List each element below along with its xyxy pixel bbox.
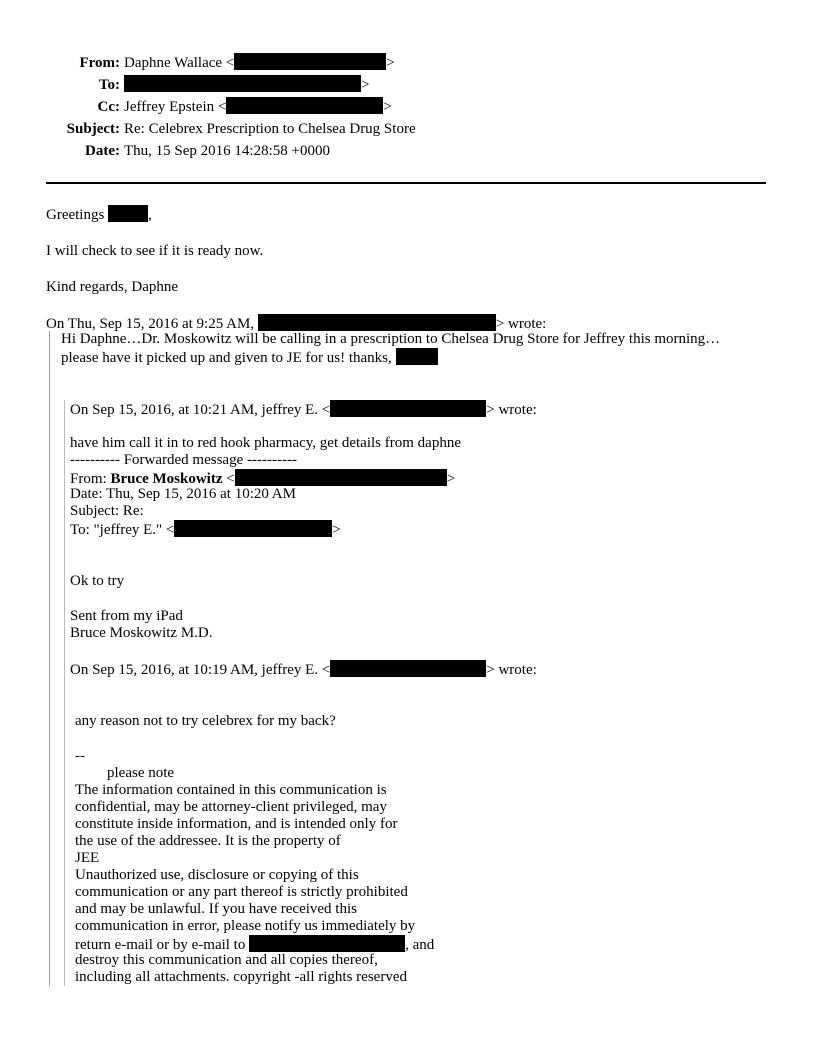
to-label: To:	[98, 77, 120, 93]
quote1-line2: please have it picked up and given to JE for us! thanks,	[61, 348, 776, 365]
quote1-line1: Hi Daphne…Dr. Moskowitz will be calling in a prescription to Chelsea Drug Store for Jeffrey this morning…	[61, 331, 721, 347]
disclaimer-line: confidential, may be attorney-client privileged, may	[75, 799, 387, 815]
quoted-message-2	[64, 400, 776, 986]
cc-label: Cc:	[97, 99, 120, 115]
cc-name: Jeffrey Epstein <	[124, 99, 227, 115]
header-to-row: To: >	[40, 74, 440, 96]
redaction-box	[124, 75, 361, 92]
fwd-subject-line: Subject: Re:	[70, 503, 144, 519]
disclaimer-line: destroy this communication and all copies thereof,	[75, 952, 378, 968]
disclaimer-line: and may be unlawful. If you have received this	[75, 901, 357, 917]
redaction-box	[330, 400, 486, 417]
header-from-row: From: Daphne Wallace < >	[40, 52, 440, 74]
header-divider	[46, 182, 766, 184]
subject-label: Subject:	[66, 121, 120, 137]
reply-line: I will check to see if it is ready now.	[46, 243, 264, 259]
fwd-from-line: From: Bruce Moskowitz < >	[70, 471, 456, 487]
redaction-box	[234, 53, 386, 70]
subject-value: Re: Celebrex Prescription to Chelsea Drug Store	[124, 121, 416, 137]
disclaimer	[75, 782, 776, 986]
redaction-box	[330, 660, 486, 677]
quoted-message-3	[66, 713, 776, 986]
greeting-line: Greetings ,	[46, 207, 152, 223]
quote3-attribution: On Sep 15, 2016, at 10:19 AM, jeffrey E. < > wrote:	[70, 662, 537, 678]
redaction-box	[174, 520, 332, 537]
quote2-line1: have him call it in to red hook pharmacy, get details from daphne	[70, 435, 461, 451]
redaction-box	[249, 935, 405, 952]
disclaimer-line: communication or any part thereof is strictly prohibited	[75, 884, 408, 900]
disclaimer-line: communication in error, please notify us immediately by	[75, 918, 416, 934]
date-value: Thu, 15 Sep 2016 14:28:58 +0000	[124, 143, 330, 159]
question-line: any reason not to try celebrex for my back?	[75, 713, 336, 729]
signature-name: Bruce Moskowitz M.D.	[70, 625, 213, 641]
quoted-message-1	[49, 331, 776, 986]
date-label: Date:	[85, 143, 120, 159]
redaction-box	[235, 469, 447, 486]
header-date-row	[40, 140, 440, 162]
from-name: Daphne Wallace <	[124, 55, 235, 71]
ok-line: Ok to try	[70, 573, 125, 589]
sent-from-line: Sent from my iPad	[70, 608, 183, 624]
disclaimer-line: The information contained in this communication is	[75, 782, 387, 798]
signature-dash: --	[75, 748, 85, 764]
quote1-attribution: On Thu, Sep 15, 2016 at 9:25 AM, > wrote:	[46, 316, 547, 332]
signoff-line: Kind regards, Daphne	[46, 279, 179, 295]
please-note: please note	[107, 765, 175, 781]
disclaimer-line: JEE	[75, 850, 100, 866]
header-subject-row	[40, 118, 440, 140]
disclaimer-email-line: return e-mail or by e-mail to , and	[75, 937, 435, 953]
redaction-box	[396, 348, 438, 365]
redaction-box	[226, 97, 383, 114]
disclaimer-line: including all attachments. copyright -all rights reserved	[75, 969, 407, 985]
fwd-date-line: Date: Thu, Sep 15, 2016 at 10:20 AM	[70, 486, 296, 502]
redaction-box	[258, 314, 496, 331]
from-label: From:	[79, 55, 120, 71]
redaction-box	[108, 205, 148, 222]
disclaimer-line: constitute inside information, and is intended only for	[75, 816, 398, 832]
email-body	[46, 205, 776, 986]
header-cc-row: Cc: Jeffrey Epstein < >	[40, 96, 440, 118]
fwd-to-line: To: "jeffrey E." < >	[70, 522, 341, 538]
fwd-from-name: Bruce Moskowitz	[110, 471, 223, 487]
forwarded-marker: ---------- Forwarded message ----------	[70, 452, 297, 468]
quote2-attribution: On Sep 15, 2016, at 10:21 AM, jeffrey E. < > wrote:	[70, 402, 537, 418]
disclaimer-line: Unauthorized use, disclosure or copying of this	[75, 867, 359, 883]
disclaimer-line: the use of the addressee. It is the property of	[75, 833, 341, 849]
email-header	[40, 52, 440, 162]
